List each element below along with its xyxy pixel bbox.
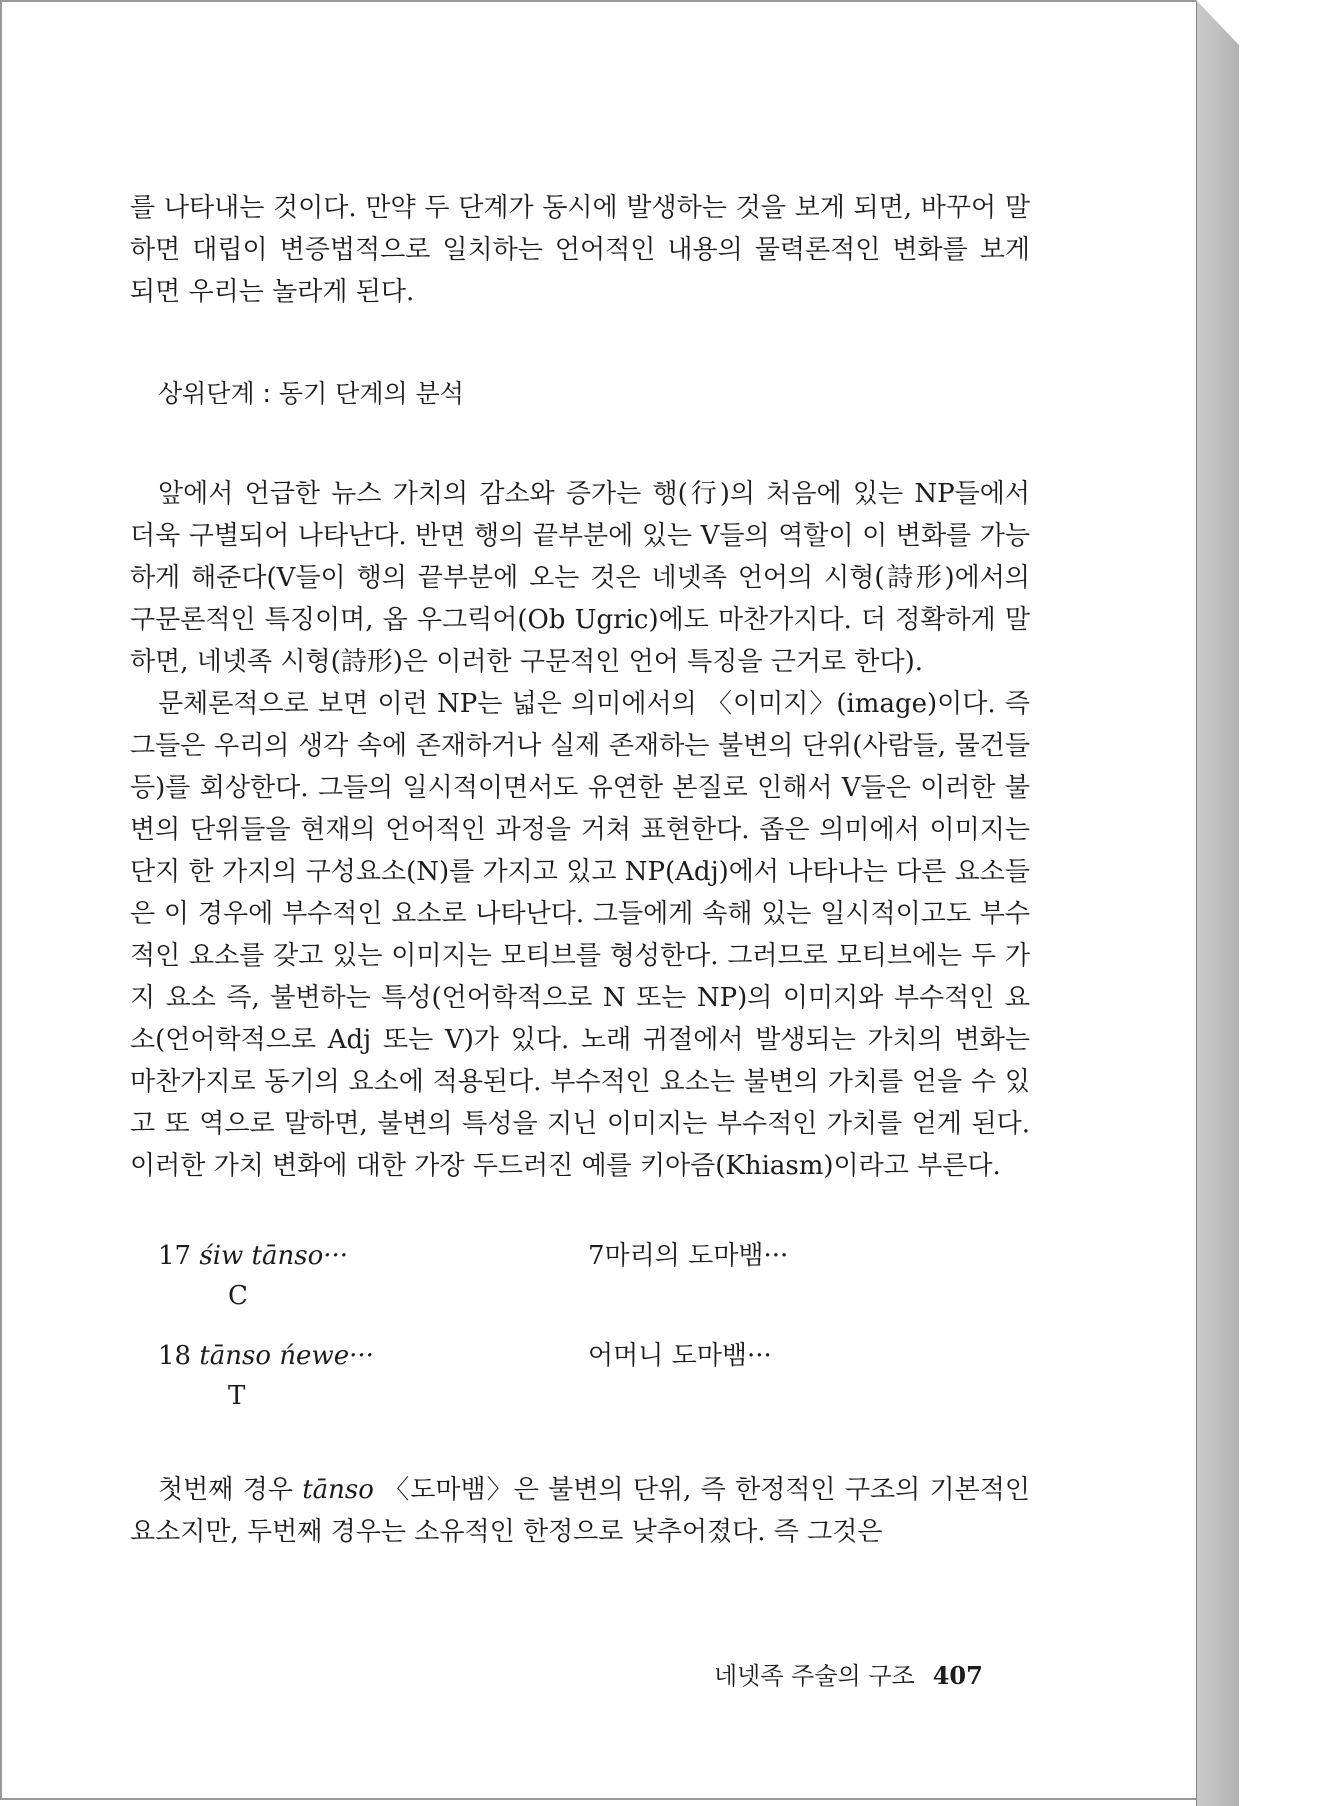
example-list (130, 1235, 1030, 1425)
example-text: tānso ńewe··· (199, 1341, 374, 1371)
paragraph-stylistics: 문체론적으로 보면 이런 NP는 넓은 의미에서의 〈이미지〉(image)이다. 즉 그들은 우리의 생각 속에 존재하거나 실제 존재하는 불변의 단위(사람들, 물건들 등)를 회상한다. 그들의 일시적이면서도 유연한 본질로 인해서 V들은 이러한 불변의 단위들을 현재의 언어적인 과정을 거쳐 표현한다. 좁은 의미에서 이미지는 단지 한 가지의 구성요소(N)를 가지고 있고 NP(Adj)에서 나타나는 다른 요소들은 이 경우에 부수적인 요소로 나타난다. 그들에게 속해 있는 일시적이고도 부수적인 요소를 갖고 있는 이미지는 모티브를 형성한다. 그러므로 모티브에는 두 가지 요소 즉, 불변하는 특성(언어학적으로 N 또는 NP)의 이미지와 부수적인 요소(언어학적으로 Adj 또는 V)가 있다. 노래 귀절에서 발생되는 가치의 변화는 마찬가지로 동기의 요소에 적용된다. 부수적인 요소는 불변의 가치를 얻을 수 있고 또 역으로 말하면, 불변의 특성을 지닌 이미지는 부수적인 가치를 얻게 된다. 이러한 가치 변화에 대한 가장 두드러진 예를 키아즘(Khiasm)이라고 부른다. (130, 689, 1030, 1181)
example-marker: T (228, 1381, 246, 1411)
example-text: śiw tānso··· (199, 1241, 349, 1271)
paragraph-news-value: 앞에서 언급한 뉴스 가치의 감소와 증가는 행(行)의 처음에 있는 NP들에서 더욱 구별되어 나타난다. 반면 행의 끝부분에 있는 V들의 역할이 이 변화를 가능하게 해준다(V들이 행의 끝부분에 오는 것은 네넷족 언어의 시형(詩形)에서의 구문론적인 특징이며, 옵 우그릭어(Ob Ugric)에도 마찬가지다. 더 정확하게 말하면, 네넷족 시형(詩形)은 이러한 구문적인 언어 특징을 근거로 한다). (130, 479, 1030, 677)
section-heading: 상위단계 : 동기 단계의 분석 (158, 379, 464, 408)
paragraph-continuation: 를 나타내는 것이다. 만약 두 단계가 동시에 발생하는 것을 보게 되면, 바꾸어 말하면 대립이 변증법적으로 일치하는 언어적인 내용의 물력론적인 변화를 보게 되면 우리는 놀라게 된다. (130, 193, 1030, 307)
example-row (158, 1235, 1030, 1311)
example-marker: C (228, 1281, 248, 1311)
page-number: 407 (932, 1661, 983, 1690)
example-line: 18 tānso ńewe··· (158, 1341, 374, 1371)
page-stack-edge (1196, 0, 1239, 1806)
page-body (130, 187, 1030, 1553)
page-footer (714, 1656, 983, 1691)
running-title: 네넷족 주술의 구조 (714, 1662, 915, 1690)
example-gloss: 어머니 도마뱀··· (588, 1341, 772, 1371)
example-gloss: 7마리의 도마뱀··· (588, 1241, 789, 1271)
example-row (158, 1335, 1030, 1411)
paragraph-example-analysis: 첫번째 경우 tānso 〈도마뱀〉은 불변의 단위, 즉 한정적인 구조의 기본적인 요소지만, 두번째 경우는 소유적인 한정으로 낮추어졌다. 즉 그것은 (130, 1475, 1030, 1547)
term-tanso: tānso (302, 1475, 374, 1505)
example-line: 17 śiw tānso··· (158, 1241, 349, 1271)
